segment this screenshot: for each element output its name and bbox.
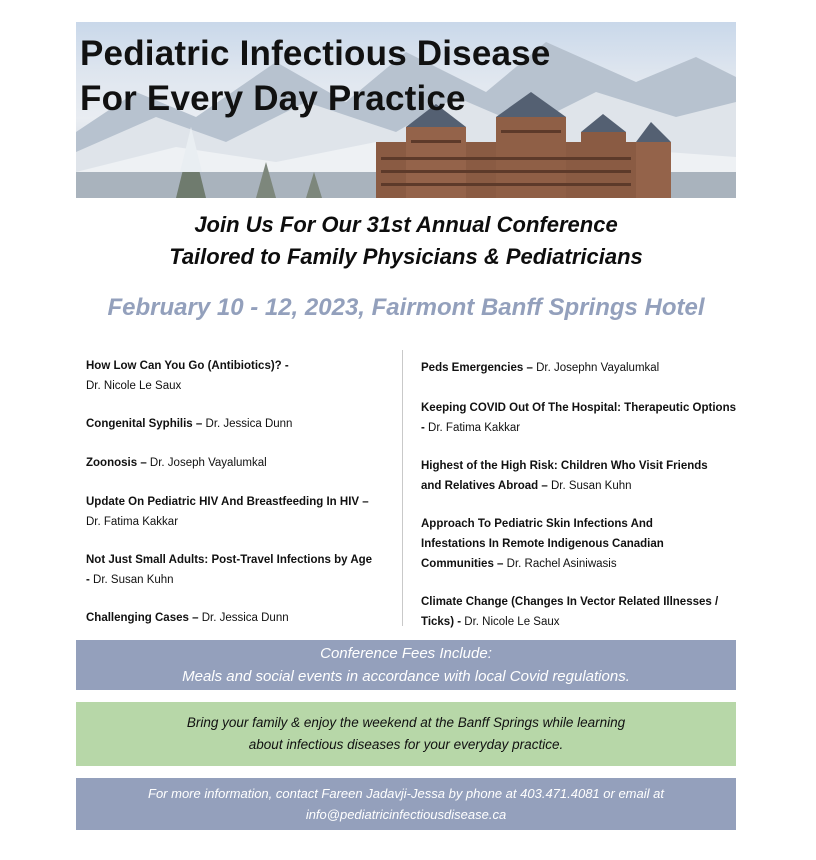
session-speaker: Dr. Fatima Kakkar xyxy=(428,422,521,434)
family-line2: about infectious diseases for your everyday practice. xyxy=(248,737,564,752)
session-title: Peds Emergencies xyxy=(421,362,524,374)
session-speaker: Dr. Nicole Le Saux xyxy=(464,616,560,628)
hero-banner xyxy=(76,22,736,198)
contact-band xyxy=(76,778,736,830)
session-speaker: Dr. Susan Kuhn xyxy=(550,480,632,492)
family-band xyxy=(76,702,736,766)
session-title: Highest of the High Risk: Children Who Visit Friends and Relatives Abroad xyxy=(421,460,708,492)
session-title: Keeping COVID Out Of The Hospital: Therapeutic Options xyxy=(421,402,736,414)
session-item: Zoonosis – Dr. Joseph Vayalumkal xyxy=(86,457,267,469)
session-title: Congenital Syphilis xyxy=(86,418,193,430)
session-item: Climate Change (Changes In Vector Related Illnesses / Ticks) - Dr. Nicole Le Saux xyxy=(421,596,719,628)
session-item: Challenging Cases – Dr. Jessica Dunn xyxy=(86,612,289,624)
session-title: Not Just Small Adults: Post-Travel Infections by Age xyxy=(86,554,373,566)
session-item: Update On Pediatric HIV And Breastfeeding In HIV – Dr. Fatima Kakkar xyxy=(86,496,369,528)
session-item: Peds Emergencies – Dr. Josephn Vayalumkal xyxy=(421,362,660,374)
contact-email[interactable]: info@pediatricinfectiousdisease.ca xyxy=(305,807,507,822)
hero-title-line1: Pediatric Infectious Disease xyxy=(80,34,551,73)
session-title: How Low Can You Go (Antibiotics)? xyxy=(86,360,282,372)
conference-fees-band xyxy=(76,640,736,690)
session-speaker: Dr. Nicole Le Saux xyxy=(86,380,182,392)
column-divider xyxy=(402,350,403,626)
session-title: Challenging Cases xyxy=(86,612,189,624)
fees-heading: Conference Fees Include: xyxy=(320,645,492,662)
contact-line1: For more information, contact Fareen Jadavji-Jessa by phone at 403.471.4081 or email at xyxy=(148,786,664,801)
session-item: Keeping COVID Out Of The Hospital: Therapeutic Options - Dr. Fatima Kakkar xyxy=(421,402,736,434)
session-item: Congenital Syphilis – Dr. Jessica Dunn xyxy=(86,418,293,430)
session-title: Zoonosis xyxy=(86,457,138,469)
session-title: Climate Change (Changes In Vector Related Illnesses / Ticks) xyxy=(421,596,719,628)
conference-dates: February 10 - 12, 2023, Fairmont Banff Springs Hotel xyxy=(107,294,705,321)
headline-line2: Tailored to Family Physicians & Pediatricians xyxy=(169,244,643,269)
session-title: Approach To Pediatric Skin Infections And Infestations In Remote Indigenous Canadian Communities xyxy=(421,518,664,570)
fees-detail: Meals and social events in accordance with local Covid regulations. xyxy=(182,668,630,685)
session-title: Update On Pediatric HIV And Breastfeeding In HIV xyxy=(86,496,360,508)
session-item: How Low Can You Go (Antibiotics)? - Dr. Nicole Le Saux xyxy=(86,360,289,392)
session-speaker: Dr. Fatima Kakkar xyxy=(86,516,179,528)
family-line1: Bring your family & enjoy the weekend at the Banff Springs while learning xyxy=(186,715,626,730)
session-speaker: Dr. Jessica Dunn xyxy=(205,418,293,430)
session-speaker: Dr. Rachel Asiniwasis xyxy=(506,558,617,570)
session-item: Not Just Small Adults: Post-Travel Infections by Age - Dr. Susan Kuhn xyxy=(86,554,373,586)
session-speaker: Dr. Josephn Vayalumkal xyxy=(536,362,660,374)
hero-title-line2: For Every Day Practice xyxy=(80,79,466,118)
headline-line1: Join Us For Our 31st Annual Conference xyxy=(194,212,618,237)
session-speaker: Dr. Joseph Vayalumkal xyxy=(149,457,267,469)
session-item: Highest of the High Risk: Children Who Visit Friends and Relatives Abroad – Dr. Susan Kuhn xyxy=(421,460,708,492)
session-speaker: Dr. Susan Kuhn xyxy=(93,574,174,586)
session-item: Approach To Pediatric Skin Infections And Infestations In Remote Indigenous Canadian Communities – Dr. Rachel Asiniwasis xyxy=(421,518,664,570)
session-speaker: Dr. Jessica Dunn xyxy=(201,612,289,624)
